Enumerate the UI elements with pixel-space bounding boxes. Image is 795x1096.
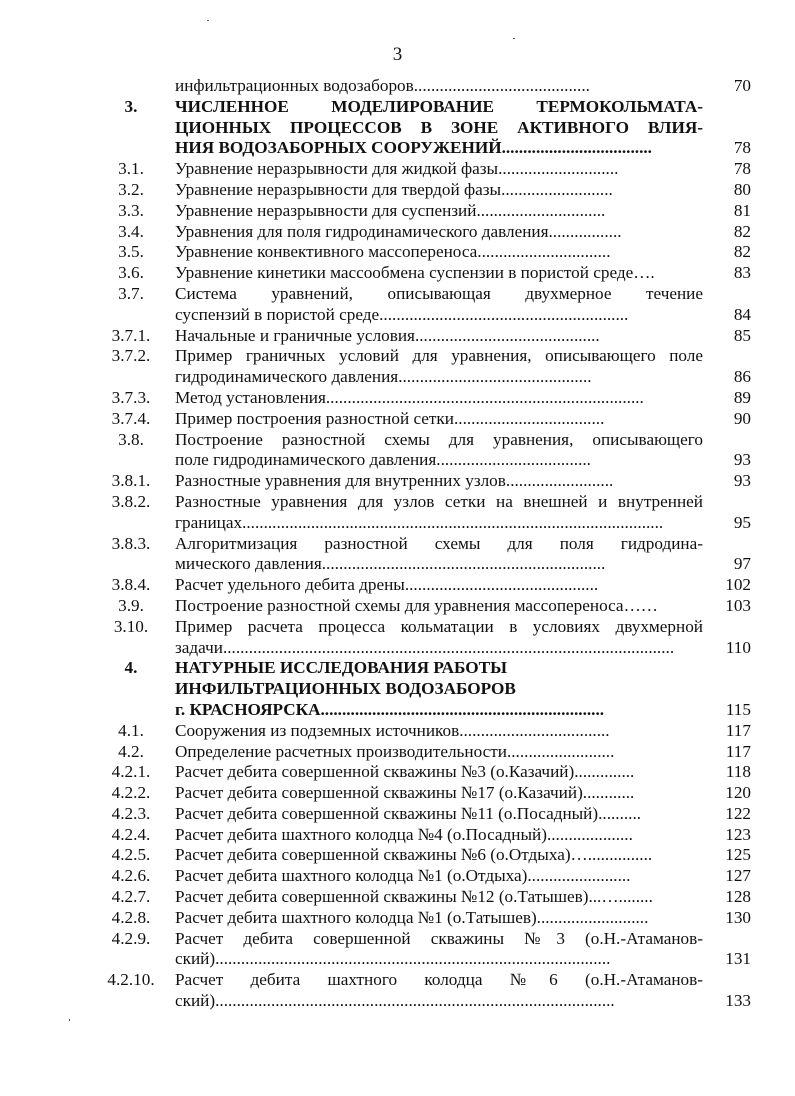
toc-entry-number: 4.1.: [118, 720, 144, 740]
toc-entry-page: 131: [725, 949, 751, 969]
toc-entry-page: 97: [733, 554, 751, 574]
toc-entry-number: 4.2.: [118, 741, 144, 761]
toc-entry-title-line: ский).............................................................................................: [175, 991, 615, 1011]
toc-entry-number: 3.8.1.: [111, 471, 151, 491]
toc-entry-title: [175, 346, 703, 388]
toc-entry-title-line: Алгоритмизация разностной схемы для поля гидродина-: [175, 533, 703, 553]
toc-entry-title-line: Начальные и граничные условия...........................................: [175, 325, 600, 345]
toc-entry-title-line: Уравнение неразрывности для твердой фазы..........................: [175, 179, 613, 199]
toc-entry-title-line: Расчет дебита совершенной скважины №6 (о.Отдыха)…...............: [175, 845, 653, 865]
toc-entry-title: [175, 159, 703, 180]
toc-entry-number: 4.2.10.: [107, 970, 155, 990]
toc-entry-title: [175, 929, 703, 971]
toc-entry-title: [175, 201, 703, 222]
toc-entry: [0, 76, 795, 97]
toc-entry-title-line: НИЯ ВОДОЗАБОРНЫХ СООРУЖЕНИЙ...................................: [175, 138, 652, 158]
toc-entry-title: [175, 617, 703, 659]
toc-entry-number: 3.1.: [118, 159, 144, 179]
toc-entry-title-line: Расчет дебита совершенной скважины №3 (о.Казачий)..............: [175, 762, 635, 782]
toc-entry-number: 4.: [124, 658, 138, 678]
toc-entry-title: [175, 575, 703, 596]
toc-entry-title-line: Уравнение кинетики массообмена суспензии в пористой среде….: [175, 263, 655, 283]
toc-entry-number: 3.8.4.: [111, 575, 151, 595]
toc-entry: [0, 159, 795, 180]
toc-entry: [0, 596, 795, 617]
toc-entry-title-line: Расчет дебита совершенной скважины №17 (о.Казачий)............: [175, 783, 635, 803]
toc-entry-page: 89: [733, 387, 751, 407]
toc-entry-title-line: Построение разностной схемы для уравнения, описывающего: [175, 429, 703, 449]
toc-entry: [0, 492, 795, 534]
toc-entry-page: 70: [733, 76, 751, 95]
toc-entry-page: 78: [733, 138, 751, 158]
toc-entry-title-line: Уравнение конвективного массопереноса...............................: [175, 242, 611, 262]
toc-entry-title-line: ЧИСЛЕННОЕ МОДЕЛИРОВАНИЕ ТЕРМОКОЛЬМАТА-: [175, 96, 703, 116]
toc-entry-title-line: мического давления..................................................................: [175, 554, 606, 574]
toc-entry-number: 3.7.: [118, 283, 144, 303]
toc-entry-title: [175, 284, 703, 326]
toc-entry-number: 4.2.2.: [111, 783, 151, 803]
toc-entry-title: [175, 180, 703, 201]
toc-entry-title: [175, 242, 703, 263]
toc-entry-title-line: поле гидродинамического давления....................................: [175, 450, 591, 470]
toc-entry-title: [175, 970, 703, 1012]
toc-entry-title: [175, 534, 703, 576]
scan-speck: [207, 20, 209, 21]
toc-entry: [0, 929, 795, 971]
toc-entry-title-line: Расчет дебита шахтного колодца №4 (о.Посадный)....................: [175, 824, 633, 844]
toc-entry-title: [175, 97, 703, 159]
toc-entry-number: 3.9.: [118, 595, 144, 615]
toc-entry-title: [175, 596, 703, 617]
toc-entry-page: 130: [725, 907, 751, 927]
toc-entry-title-line: Расчет дебита совершенной скважины №11 (о.Посадный)..........: [175, 803, 642, 823]
toc-entry: [0, 201, 795, 222]
toc-entry: [0, 242, 795, 263]
toc-entry: [0, 721, 795, 742]
toc-entry-title-line: ИНФИЛЬТРАЦИОННЫХ ВОДОЗАБОРОВ: [175, 679, 516, 699]
toc-entry-title-line: ЦИОННЫХ ПРОЦЕССОВ В ЗОНЕ АКТИВНОГО ВЛИЯ-: [175, 117, 703, 137]
toc-entry-number: 3.8.: [118, 429, 144, 449]
toc-entry-title-line: границах..................................................................................................: [175, 512, 664, 532]
toc-entry-title: [175, 908, 703, 929]
toc-entry-title-line: Пример расчета процесса кольматации в условиях двухмерной: [175, 616, 703, 636]
toc-entry-number: 4.2.1.: [111, 762, 151, 782]
toc-entry-page: 122: [725, 803, 751, 823]
toc-entry-page: 84: [733, 304, 751, 324]
toc-entry-number: 3.: [124, 96, 138, 116]
toc-entry-title-line: ский)............................................................................................: [175, 949, 611, 969]
toc-entry-title-line: Расчет дебита шахтного колодца №1 (о.Отдыха)........................: [175, 866, 631, 886]
toc-entry: [0, 575, 795, 596]
toc-entry-title-line: Определение расчетных производительности.........................: [175, 741, 615, 761]
toc-entry-page: 95: [733, 512, 751, 532]
toc-entry-number: 4.2.4.: [111, 824, 151, 844]
toc-entry-title: [175, 471, 703, 492]
toc-entry-page: 128: [725, 887, 751, 907]
toc-entry-number: 3.10.: [113, 616, 149, 636]
toc-entry-page: 115: [725, 699, 751, 719]
toc-entry-page: 123: [725, 824, 751, 844]
toc-entry: [0, 617, 795, 659]
toc-entry-title-line: Метод установления..........................................................................: [175, 387, 644, 407]
toc-entry-title-line: Разностные уравнения для внутренних узлов.........................: [175, 471, 614, 491]
toc-entry-number: 3.8.3.: [111, 533, 151, 553]
toc-entry-title: [175, 804, 703, 825]
toc-entry-title-line: суспензий в пористой среде..........................................................: [175, 304, 629, 324]
toc-entry: [0, 471, 795, 492]
toc-entry-number: 3.7.2.: [111, 346, 151, 366]
toc-entry: [0, 97, 795, 159]
toc-entry-title-line: г. КРАСНОЯРСКА..................................................................: [175, 699, 605, 719]
toc-entry-page: 83: [733, 263, 751, 283]
toc-entry-title-line: Расчет дебита совершенной скважины №12 (о.Татышев)...…........: [175, 887, 653, 907]
toc-entry-title: [175, 721, 703, 742]
toc-entry-title: [175, 409, 703, 430]
toc-entry-number: 3.6.: [118, 263, 144, 283]
toc-entry-page: 93: [733, 471, 751, 491]
toc-entry: [0, 263, 795, 284]
toc-entry-number: 4.2.6.: [111, 866, 151, 886]
toc-entry-title-line: Расчет дебита совершенной скважины №3 (о.Н.-Атаманов-: [175, 928, 703, 948]
scan-speck: [513, 38, 515, 39]
toc-entry-title-line: Разностные уравнения для узлов сетки на внешней и внутренней: [175, 491, 703, 511]
toc-entry-title-line: Построение разностной схемы для уравнения массопереноса……: [175, 595, 658, 615]
toc-entry-number: 4.2.8.: [111, 907, 151, 927]
toc-entry-page: 82: [733, 242, 751, 262]
toc-entry: [0, 804, 795, 825]
toc-entry: [0, 409, 795, 430]
toc-entry-title-line: Расчет дебита шахтного колодца №1 (о.Татышев)..........................: [175, 907, 649, 927]
toc-entry-title: [175, 388, 703, 409]
toc-entry-title-line: Пример граничных условий для уравнения, описывающего поле: [175, 346, 703, 366]
toc-entry-page: 117: [725, 741, 751, 761]
toc-entry-title-line: Уравнение неразрывности для суспензий..............................: [175, 200, 606, 220]
toc-entry: [0, 762, 795, 783]
toc-entry-title: [175, 222, 703, 243]
table-of-contents: [0, 76, 795, 1012]
toc-entry-number: 3.7.4.: [111, 408, 151, 428]
toc-entry-title-line: Расчет удельного дебита дрены.............................................: [175, 575, 599, 595]
toc-entry-page: 80: [733, 179, 751, 199]
toc-entry-number: 4.2.5.: [111, 845, 151, 865]
toc-entry-page: 78: [733, 159, 751, 179]
scan-speck: [69, 1019, 70, 1021]
toc-entry-title: [175, 783, 703, 804]
toc-entry: [0, 222, 795, 243]
toc-entry-title: [175, 845, 703, 866]
toc-entry-number: 3.7.3.: [111, 387, 151, 407]
toc-entry: [0, 430, 795, 472]
toc-entry-number: 3.8.2.: [111, 491, 151, 511]
toc-entry: [0, 908, 795, 929]
toc-entry-title-line: Уравнение неразрывности для жидкой фазы............................: [175, 159, 619, 179]
toc-entry: [0, 534, 795, 576]
toc-entry-page: 103: [725, 595, 751, 615]
toc-entry-number: 4.2.7.: [111, 887, 151, 907]
toc-entry-page: 102: [725, 575, 751, 595]
page-number: 3: [392, 44, 403, 65]
toc-entry-number: 3.2.: [118, 179, 144, 199]
toc-entry-page: 93: [733, 450, 751, 470]
toc-entry-title-line: задачи.........................................................................................................: [175, 637, 675, 657]
toc-entry-title: [175, 76, 703, 97]
toc-entry-title: [175, 825, 703, 846]
toc-entry: [0, 658, 795, 720]
toc-entry-page: 81: [733, 200, 751, 220]
toc-entry-title: [175, 430, 703, 472]
toc-entry-title: [175, 492, 703, 534]
toc-entry-title-line: Сооружения из подземных источников...................................: [175, 720, 610, 740]
toc-entry: [0, 388, 795, 409]
toc-entry: [0, 845, 795, 866]
toc-entry-page: 120: [725, 783, 751, 803]
toc-entry-title-line: инфильтрационных водозаборов.........................................: [175, 76, 590, 95]
toc-entry: [0, 326, 795, 347]
toc-entry-number: 3.4.: [118, 221, 144, 241]
toc-entry-title: [175, 263, 703, 284]
toc-entry-number: [100, 76, 162, 97]
toc-entry-title-line: Система уравнений, описывающая двухмерное течение: [175, 283, 703, 303]
toc-entry-number: 4.2.9.: [111, 928, 151, 948]
toc-entry-title: [175, 887, 703, 908]
toc-entry: [0, 742, 795, 763]
toc-entry-number: 3.3.: [118, 200, 144, 220]
toc-entry: [0, 180, 795, 201]
toc-entry-title: [175, 742, 703, 763]
toc-entry-title: [175, 658, 703, 720]
toc-entry: [0, 887, 795, 908]
toc-entry-page: 118: [725, 762, 751, 782]
toc-entry-title-line: Расчет дебита шахтного колодца №6 (о.Н.-Атаманов-: [175, 970, 703, 990]
toc-entry-page: 86: [733, 367, 751, 387]
toc-entry-number: 3.7.1.: [111, 325, 151, 345]
toc-entry: [0, 970, 795, 1012]
toc-entry-title: [175, 326, 703, 347]
toc-entry-title-line: Пример построения разностной сетки...................................: [175, 408, 605, 428]
toc-entry-title-line: Уравнения для поля гидродинамического давления.................: [175, 221, 622, 241]
toc-entry-page: 82: [733, 221, 751, 241]
toc-entry-title: [175, 866, 703, 887]
toc-entry-page: 85: [733, 325, 751, 345]
toc-entry-page: 125: [725, 845, 751, 865]
toc-entry-title-line: НАТУРНЫЕ ИССЛЕДОВАНИЯ РАБОТЫ: [175, 658, 507, 678]
toc-entry-number: 3.5.: [118, 242, 144, 262]
toc-entry-title-line: гидродинамического давления.............................................: [175, 367, 592, 387]
toc-entry-page: 117: [725, 720, 751, 740]
toc-entry-page: 90: [733, 408, 751, 428]
toc-entry: [0, 783, 795, 804]
toc-entry: [0, 284, 795, 326]
toc-entry-page: 133: [725, 991, 751, 1011]
toc-entry: [0, 866, 795, 887]
toc-entry-title: [175, 762, 703, 783]
toc-entry-page: 127: [725, 866, 751, 886]
toc-entry-number: 4.2.3.: [111, 803, 151, 823]
toc-entry: [0, 825, 795, 846]
toc-entry-page: 110: [725, 637, 751, 657]
toc-entry: [0, 346, 795, 388]
